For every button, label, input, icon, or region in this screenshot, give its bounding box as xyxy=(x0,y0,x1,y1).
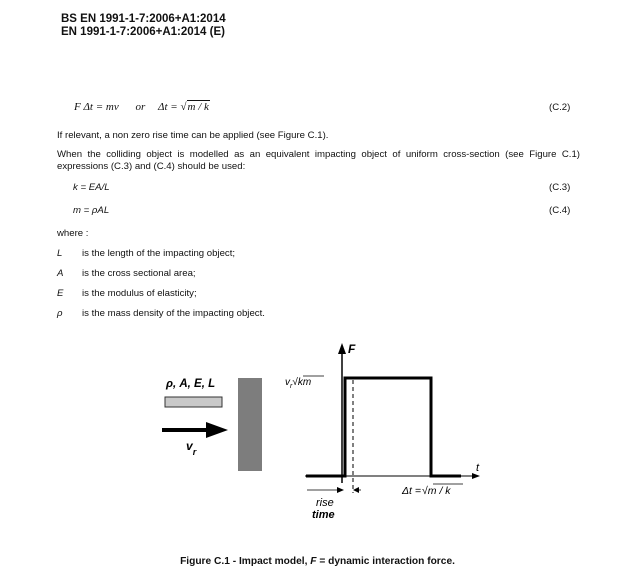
impacting-object-bar xyxy=(165,397,222,407)
time-axis-label: t xyxy=(476,462,480,474)
sqrt-symbol: √ xyxy=(180,101,187,113)
equation-c3-number: (C.3) xyxy=(549,182,571,193)
equation-c2-lhs: F Δt = mv xyxy=(74,101,119,113)
peak-force-label: $v_r√km$ xyxy=(285,377,312,390)
definition-symbol: ρ xyxy=(57,308,63,319)
rise-time-arrow-left xyxy=(353,487,359,493)
duration-label: Δt =√m / k xyxy=(402,485,451,497)
definition-text: is the mass density of the impacting object. xyxy=(82,308,265,319)
figure-caption xyxy=(0,556,635,567)
velocity-label: $v_r$ xyxy=(186,439,197,457)
definition-symbol: E xyxy=(57,288,64,299)
time-label: time xyxy=(312,509,335,521)
standard-code-en: EN 1991-1-7:2006+A1:2014 (E) xyxy=(61,26,225,38)
paragraph-model: When the colliding object is modelled as an equivalent impacting object of uniform cross-section (see Figure C.1) expressions (C.3) and (C.4) should be used: xyxy=(57,149,580,172)
equation-c2-root: m / k xyxy=(187,101,209,113)
caption-title-part1: Impact model, xyxy=(238,556,311,567)
caption-symbol: F xyxy=(310,556,317,567)
caption-title-part2: = dynamic interaction force. xyxy=(316,556,455,567)
where-label: where : xyxy=(57,228,89,239)
equation-c2-rhs: Δt = xyxy=(158,101,178,113)
force-axis-arrow xyxy=(338,343,346,354)
rise-label: rise xyxy=(316,497,334,509)
rise-time-arrow-right xyxy=(337,487,344,493)
definition-text: is the cross sectional area; xyxy=(82,268,196,279)
definition-symbol: A xyxy=(57,268,64,279)
standard-code: BS EN 1991-1-7:2006+A1:2014 xyxy=(61,13,226,25)
equation-c3: k = EA/L xyxy=(73,182,110,193)
paragraph-rise-time: If relevant, a non zero rise time can be applied (see Figure C.1). xyxy=(57,130,329,141)
equation-c2-or: or xyxy=(135,101,146,113)
equation-c4: m = ρAL xyxy=(73,205,110,216)
object-properties-label: ρ, A, E, L xyxy=(166,378,216,390)
definition-text: is the modulus of elasticity; xyxy=(82,288,197,299)
struck-structure xyxy=(238,378,262,471)
definition-text: is the length of the impacting object; xyxy=(82,248,236,259)
equation-c2-number: (C.2) xyxy=(549,102,571,113)
velocity-arrow-head xyxy=(206,422,228,438)
caption-separator: - xyxy=(229,556,239,567)
force-axis-label: F xyxy=(348,342,356,356)
definition-symbol: L xyxy=(57,248,63,259)
caption-figure-id: Figure C.1 xyxy=(180,556,230,567)
equation-c4-number: (C.4) xyxy=(549,205,571,216)
force-pulse xyxy=(306,378,461,476)
